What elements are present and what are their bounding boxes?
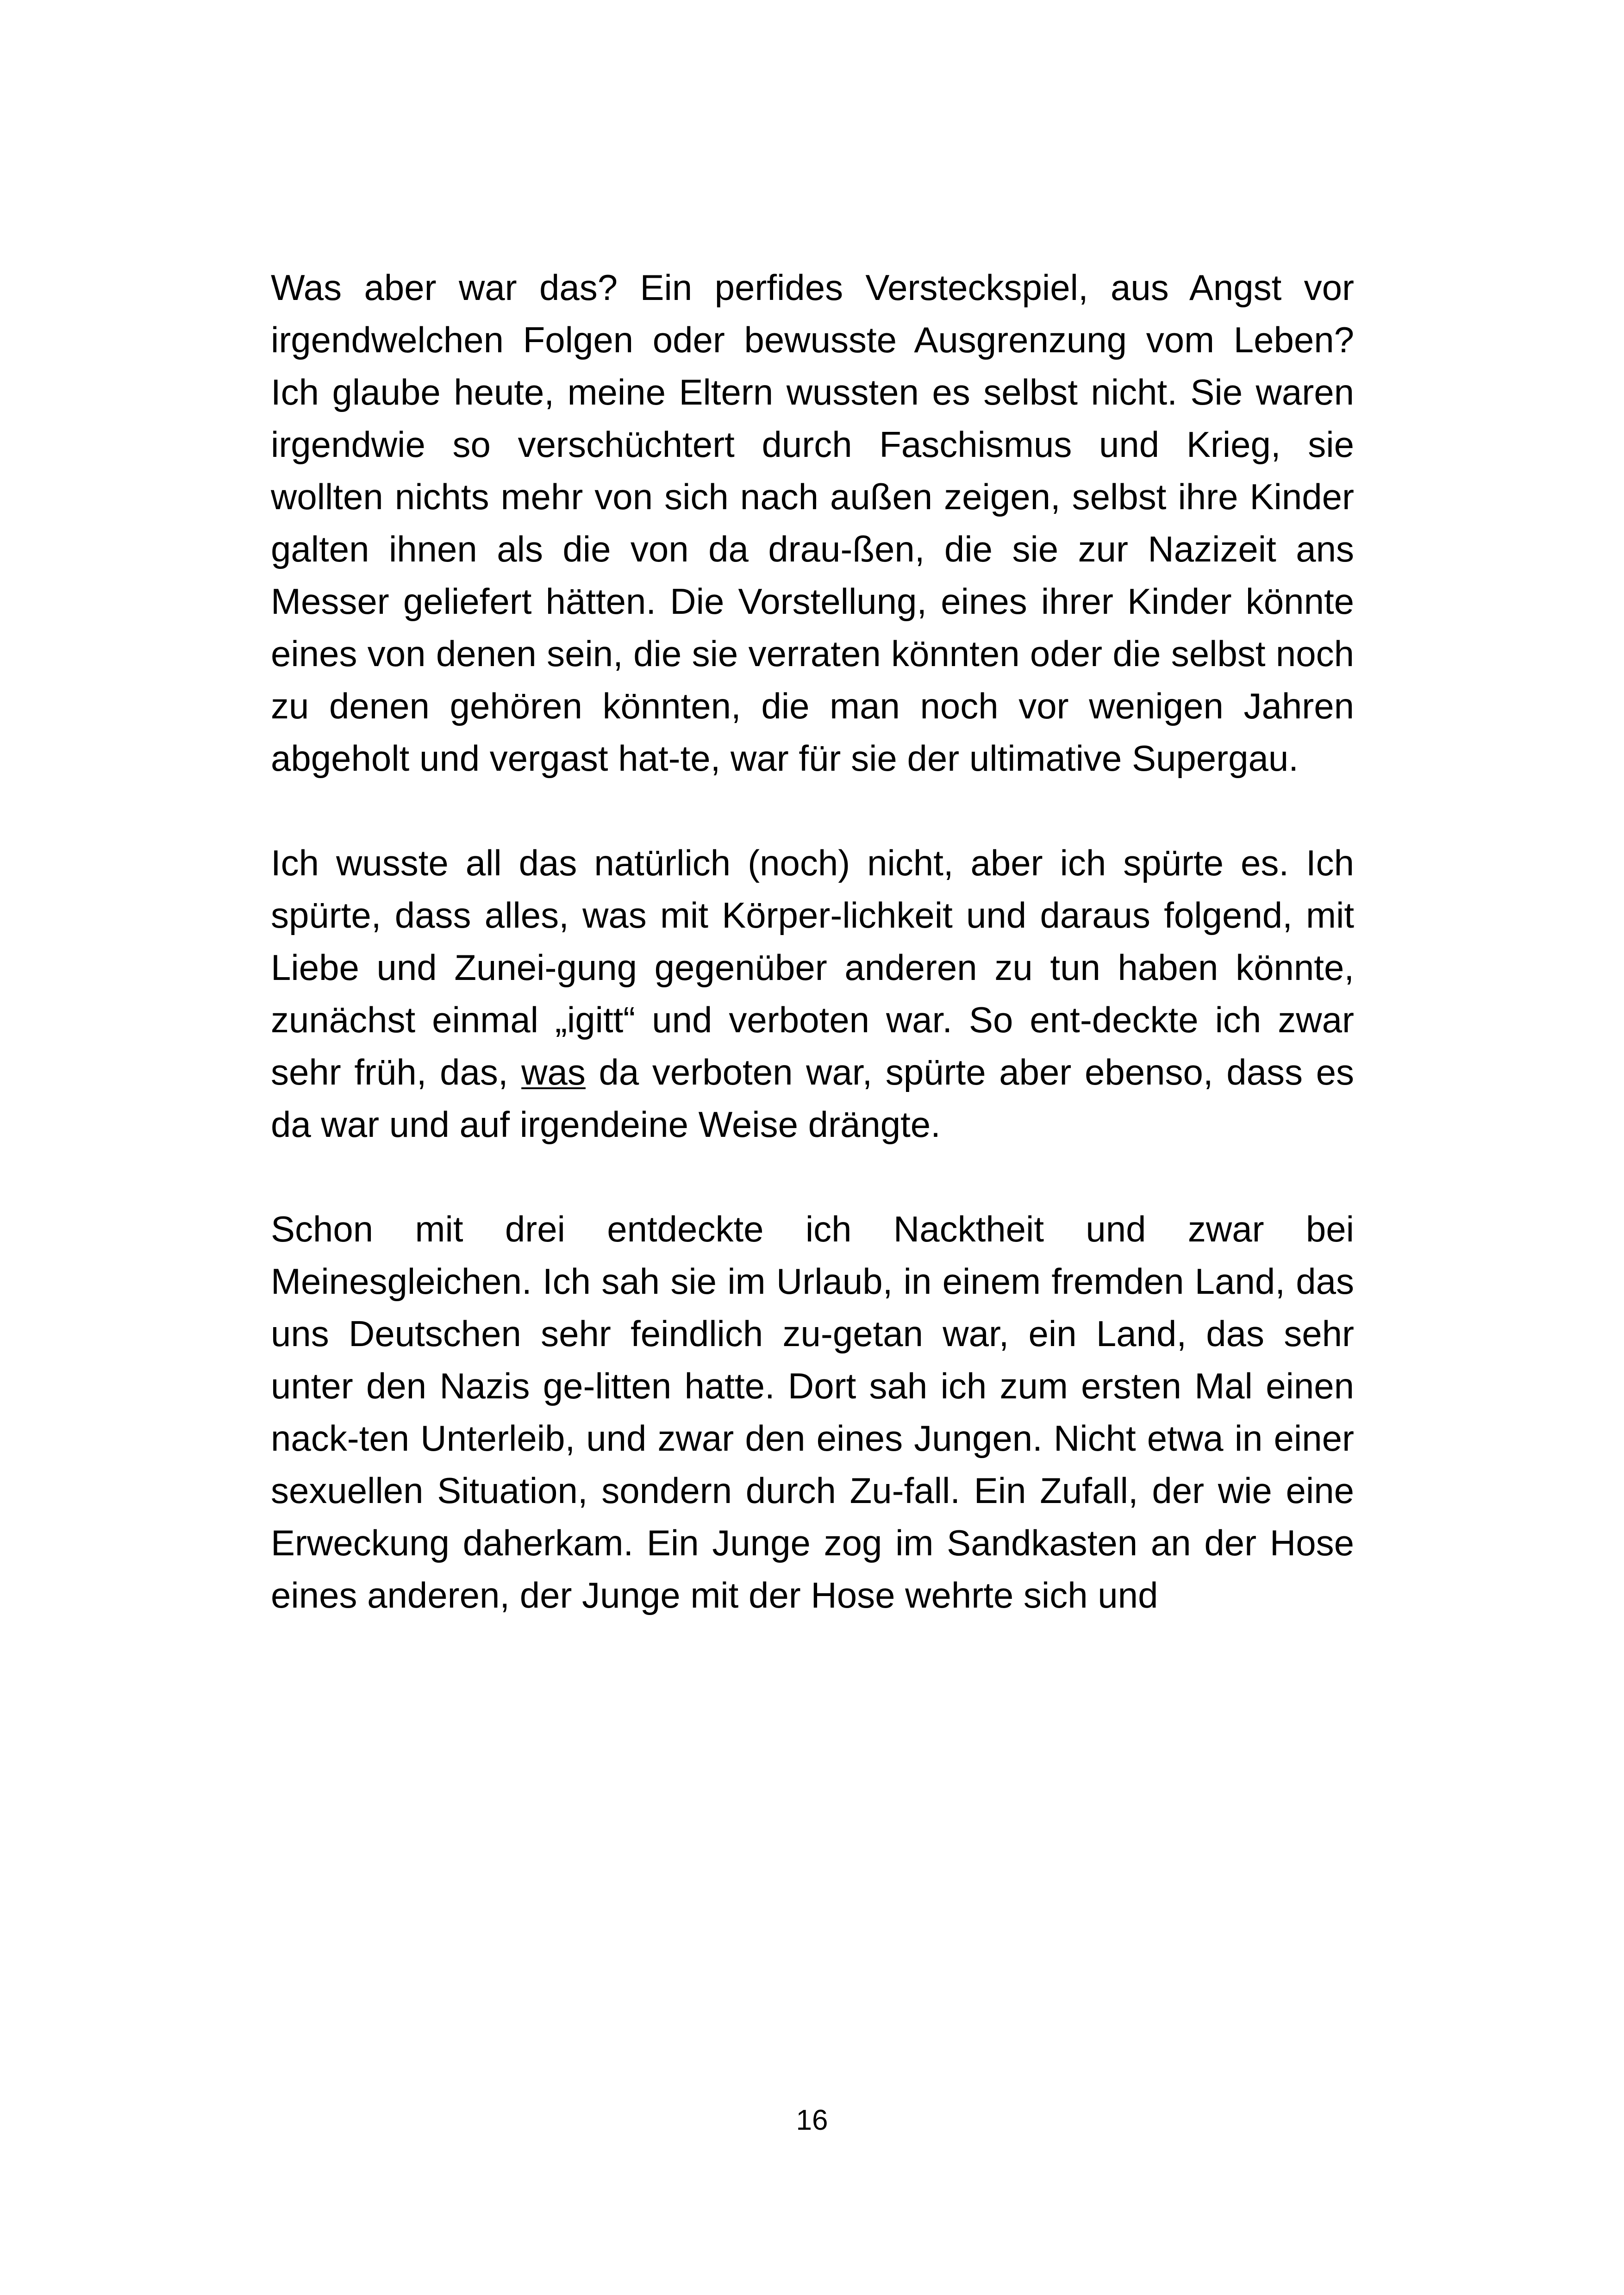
page-number: 16 — [796, 2104, 828, 2136]
paragraph-3: Schon mit drei entdeckte ich Nacktheit und zwar bei Meinesgleichen. Ich sah sie im Urlaub, in einem fremden Land, das uns Deutschen sehr feindlich zu-getan war, ein Land, das sehr unter den Nazis ge-litten hatte. Dort sah ich zum ersten Mal einen nack-ten Unterleib, und zwar den eines Jungen. Nicht etwa in einer sexuellen Situation, sondern durch Zu-fall. Ein Zufall, der wie eine Erweckung daherkam. Ein Junge zog im Sandkasten an der Hose eines anderen, der Junge mit der Hose wehrte sich und — [271, 1209, 1364, 1615]
body-text-column — [271, 262, 1364, 1621]
paragraph-2 — [271, 837, 1364, 1151]
emphasized-word: was — [521, 1052, 586, 1092]
paragraph-2-text-before: Ich wusste all das natürlich (noch) nicht, aber ich spürte es. Ich spürte, dass alles, was mit Körper-lichkeit und daraus folgend, mit Liebe und Zunei-gung gegenüber anderen zu tun haben könnte, zunächst einmal „igitt“ und verboten war. So ent-deckte ich zwar sehr früh, das, — [271, 842, 1364, 1092]
paragraph-2-text-after: da verboten war, spürte aber ebenso, dass es da war und auf irgendeine Weise drängte. — [271, 1052, 1364, 1145]
paragraph-1: Was aber war das? Ein perfides Versteckspiel, aus Angst vor irgendwelchen Folgen oder bewusste Ausgrenzung vom Leben? Ich glaube heute, meine Eltern wussten es selbst nicht. Sie waren irgendwie so verschüchtert durch Faschismus und Krieg, sie wollten nichts mehr von sich nach außen zeigen, selbst ihre Kinder galten ihnen als die von da drau-ßen, die sie zur Nazizeit ans Messer geliefert hätten. Die Vorstellung, eines ihrer Kinder könnte eines von denen sein, die sie verraten könnten oder die selbst noch zu denen gehören könnten, die man noch vor wenigen Jahren abgeholt und vergast hat-te, war für sie der ultimative Supergau. — [271, 267, 1364, 779]
